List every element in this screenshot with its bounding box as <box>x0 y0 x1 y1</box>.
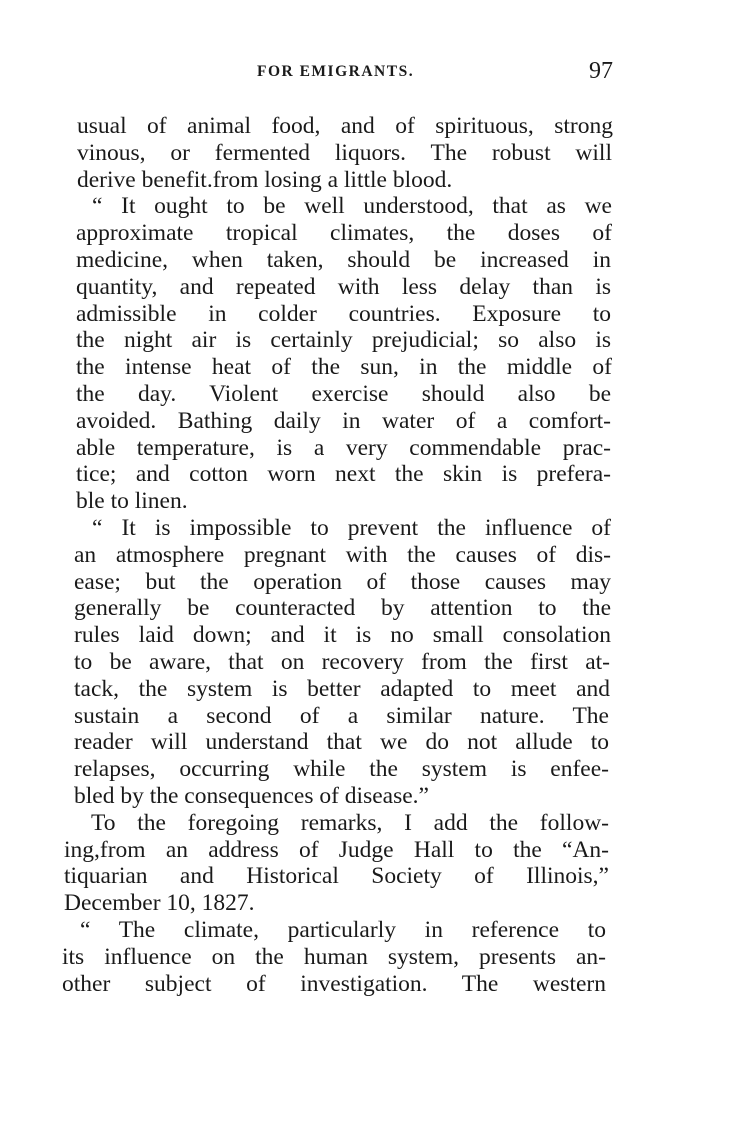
text-line: ing,from an address of Judge Hall to the “An- <box>64 836 609 863</box>
running-title: FOR EMIGRANTS. <box>257 63 415 80</box>
text-line: quantity, and repeated with less delay than is <box>76 273 611 300</box>
text-line: the night air is certainly prejudicial; so also is <box>76 327 611 354</box>
text-line: its influence on the human system, presents an- <box>62 943 606 970</box>
text-line: tice; and cotton worn next the skin is prefera- <box>76 461 611 488</box>
running-head <box>0 60 736 90</box>
text-line: “ It ought to be well understood, that as we <box>92 193 612 220</box>
text-line: tiquarian and Historical Society of Illinois,” <box>64 863 609 890</box>
text-line: able temperature, is a very commendable prac- <box>76 434 611 461</box>
text-line: derive benefit.from losing a little blood. <box>77 166 453 193</box>
body-text <box>0 113 736 997</box>
text-line: an atmosphere pregnant with the causes of dis- <box>74 541 611 568</box>
text-line: the intense heat of the sun, in the middle of <box>76 354 612 381</box>
text-line: ble to linen. <box>76 488 188 515</box>
text-line: “ The climate, particularly in reference to <box>80 916 606 943</box>
text-line: bled by the consequences of disease.” <box>74 782 429 809</box>
text-line: rules laid down; and it is no small consolation <box>74 622 611 649</box>
text-line: To the foregoing remarks, I add the follow- <box>91 809 609 836</box>
text-line: the day. Violent exercise should also be <box>76 380 611 407</box>
text-line: usual of animal food, and of spirituous, strong <box>77 113 613 139</box>
text-line: sustain a second of a similar nature. The <box>74 702 609 729</box>
text-line: “ It is impossible to prevent the influence of <box>92 514 611 541</box>
page-number: 97 <box>589 58 613 84</box>
text-line: relapses, occurring while the system is enfee- <box>74 756 609 783</box>
text-line: approximate tropical climates, the doses of <box>76 220 612 247</box>
text-line: tack, the system is better adapted to meet and <box>74 675 610 702</box>
text-line: vinous, or fermented liquors. The robust will <box>77 139 612 166</box>
text-line: generally be counteracted by attention to the <box>74 595 611 622</box>
text-line: medicine, when taken, should be increased in <box>76 246 611 273</box>
text-line: avoided. Bathing daily in water of a comfort- <box>76 407 611 434</box>
text-line: reader will understand that we do not allude to <box>74 729 609 756</box>
text-line: ease; but the operation of those causes may <box>74 568 611 595</box>
text-line: admissible in colder countries. Exposure to <box>76 300 611 327</box>
text-line: December 10, 1827. <box>64 890 255 917</box>
text-line: to be aware, that on recovery from the first at- <box>74 648 610 675</box>
text-line: other subject of investigation. The western <box>62 970 606 997</box>
